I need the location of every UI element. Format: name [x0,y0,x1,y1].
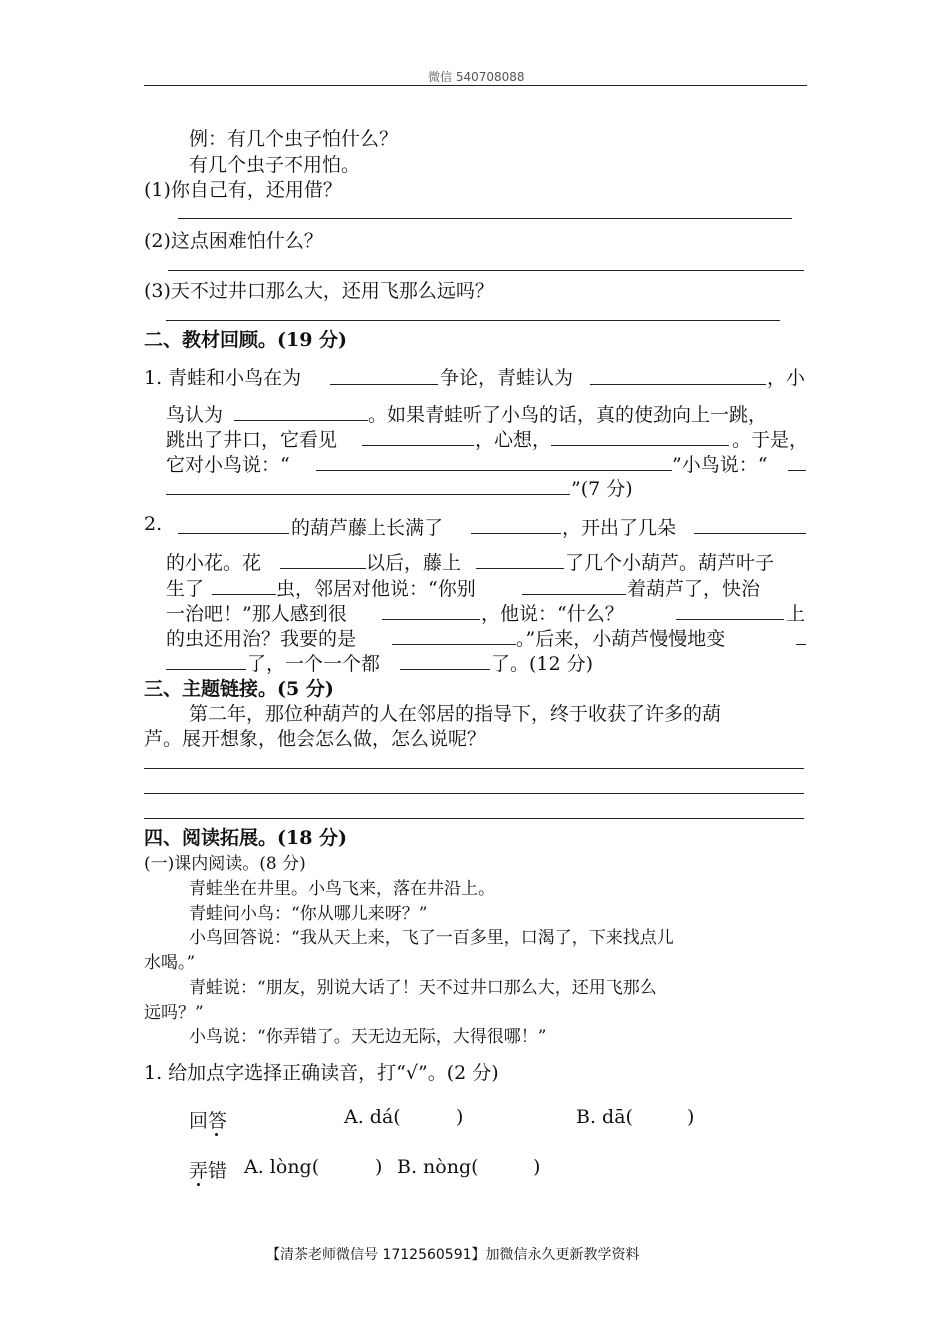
s2q1-line1b: 争论，青蛙认为 [440,367,574,389]
rewrite-question-1: (1)你自己有，还用借？ [144,179,342,201]
s2q1-line5b: ”(7 分) [571,478,633,500]
s2q1-line4a: 它对小鸟说：“ [166,454,290,476]
s2q2-line3a: 生了 [166,578,205,600]
passage-line: 水喝。” [144,953,196,973]
option-b-1[interactable]: B. dā( [576,1106,633,1128]
s2q2-line6c: 了。(12 分) [491,653,594,675]
s2q1-line1a: 1. 青蛙和小鸟在为 [144,367,302,389]
s2q2-line4a: 一治吧！”那人感到很 [166,603,347,625]
footer-ad: 【清茶老师微信号 1712560591】加微信永久更新教学资料 [266,1247,640,1263]
option-a-1[interactable]: A. dá( [344,1106,401,1128]
fill-blank[interactable] [166,669,246,670]
s2q2-line5b: 。”后来，小葫芦慢慢地变 [516,628,726,650]
fill-blank[interactable] [551,445,729,446]
passage-line: 小鸟说：“你弄错了。天无边无际，大得很哪！” [189,1027,547,1047]
s2q2-line1c: ，开出了几朵 [562,517,677,539]
s2q2-line3b: 虫，邻居对他说：“你别 [276,578,476,600]
fill-blank[interactable] [788,470,806,471]
fill-blank[interactable] [522,594,626,595]
section3-prompt-2: 芦。展开想象，他会怎么做，怎么说呢？ [144,728,487,750]
s2q2-line4c: 上 [786,603,806,625]
passage-line: 小鸟回答说：“我从天上来，飞了一百多里，口渴了，下来找点儿 [189,928,674,948]
fill-blank[interactable] [330,384,438,385]
section3-prompt-1: 第二年，那位种葫芦的人在邻居的指导下，终于收获了许多的葫 [189,703,722,725]
passage-line: 青蛙问小鸟：“你从哪儿来呀？” [189,904,428,924]
fill-blank[interactable] [166,494,570,495]
fill-blank[interactable] [476,568,564,569]
answer-line[interactable] [144,768,804,769]
answer-line [166,320,780,321]
fill-blank[interactable] [280,568,366,569]
fill-blank[interactable] [796,644,806,645]
s2q2-line2a: 的小花。花 [166,552,262,574]
fill-blank[interactable] [392,644,516,645]
s2q1-line3b: ，心想， [475,429,552,451]
s2q2-line6b: 了，一个一个都 [247,653,381,675]
rewrite-question-2: (2)这点困难怕什么？ [144,230,323,252]
s4q1-word-1: 回答 [189,1110,228,1132]
fill-blank[interactable] [178,533,289,534]
section3-heading: 三、主题链接。(5 分) [144,678,334,700]
s2q1-line3a: 跳出了井口，它看见 [166,429,338,451]
s2q2-line5a: 的虫还用治？我要的是 [166,628,357,650]
s2q2-line1a: 2. [144,513,163,535]
s2q2-line2c: 了几个小葫芦。葫芦叶子 [565,552,775,574]
option-a-1-close: ) [456,1106,464,1128]
s2q1-line1c: ，小 [767,367,806,389]
s2q1-line3c: 。于是， [732,429,809,451]
fill-blank[interactable] [234,420,368,421]
answer-line [168,270,804,271]
rewrite-question-3: (3)天不过井口那么大，还用飞那么远吗？ [144,280,494,302]
s4q1-word-2: 弄错 [189,1160,228,1182]
fill-blank[interactable] [590,384,766,385]
fill-blank[interactable] [316,470,672,471]
passage-line: 青蛙说：“朋友，别说大话了！天不过井口那么大，还用飞那么 [189,978,657,998]
s2q2-line1b: 的葫芦藤上长满了 [291,517,444,539]
fill-blank[interactable] [400,669,490,670]
option-a-2[interactable]: A. lòng( [244,1156,320,1178]
section2-heading: 二、教材回顾。(19 分) [144,329,348,351]
s2q1-line4b: ”小鸟说：“ [672,454,768,476]
section4-heading: 四、阅读拓展。(18 分) [144,827,348,849]
answer-line[interactable] [144,818,804,819]
example-answer: 有几个虫子不用怕。 [189,154,361,176]
s2q2-line2b: 以后，藤上 [366,552,462,574]
header-rule [144,85,807,86]
fill-blank[interactable] [676,619,784,620]
fill-blank[interactable] [471,533,561,534]
s2q1-line2b: 。如果青蛙听了小鸟的话，真的使劲向上一跳， [368,404,768,426]
option-b-2-close: ) [533,1156,541,1178]
emphasis-dot-icon [215,1133,218,1136]
fill-blank[interactable] [362,445,474,446]
fill-blank[interactable] [382,619,480,620]
section4-subheading: (一)课内阅读。(8 分) [144,854,306,874]
s2q1-line2a: 鸟认为 [166,404,224,426]
option-b-1-close: ) [687,1106,695,1128]
fill-blank[interactable] [212,594,276,595]
answer-line [178,218,792,219]
passage-line: 青蛙坐在井里。小鸟飞来，落在井沿上。 [189,879,495,899]
example-question: 例：有几个虫子怕什么？ [189,128,399,150]
passage-line: 远吗？” [144,1003,204,1023]
s4q1-stem: 1. 给加点字选择正确读音，打“√”。(2 分) [144,1062,499,1084]
fill-blank[interactable] [694,533,806,534]
s2q2-line3c: 着葫芦了，快治 [627,578,761,600]
header-wechat: 微信 540708088 [428,70,525,84]
s2q2-line4b: ，他说：“什么？ [481,603,624,625]
option-a-2-close: ) [375,1156,383,1178]
option-b-2[interactable]: B. nòng( [397,1156,479,1178]
emphasis-dot-icon [197,1183,200,1186]
answer-line[interactable] [144,793,804,794]
